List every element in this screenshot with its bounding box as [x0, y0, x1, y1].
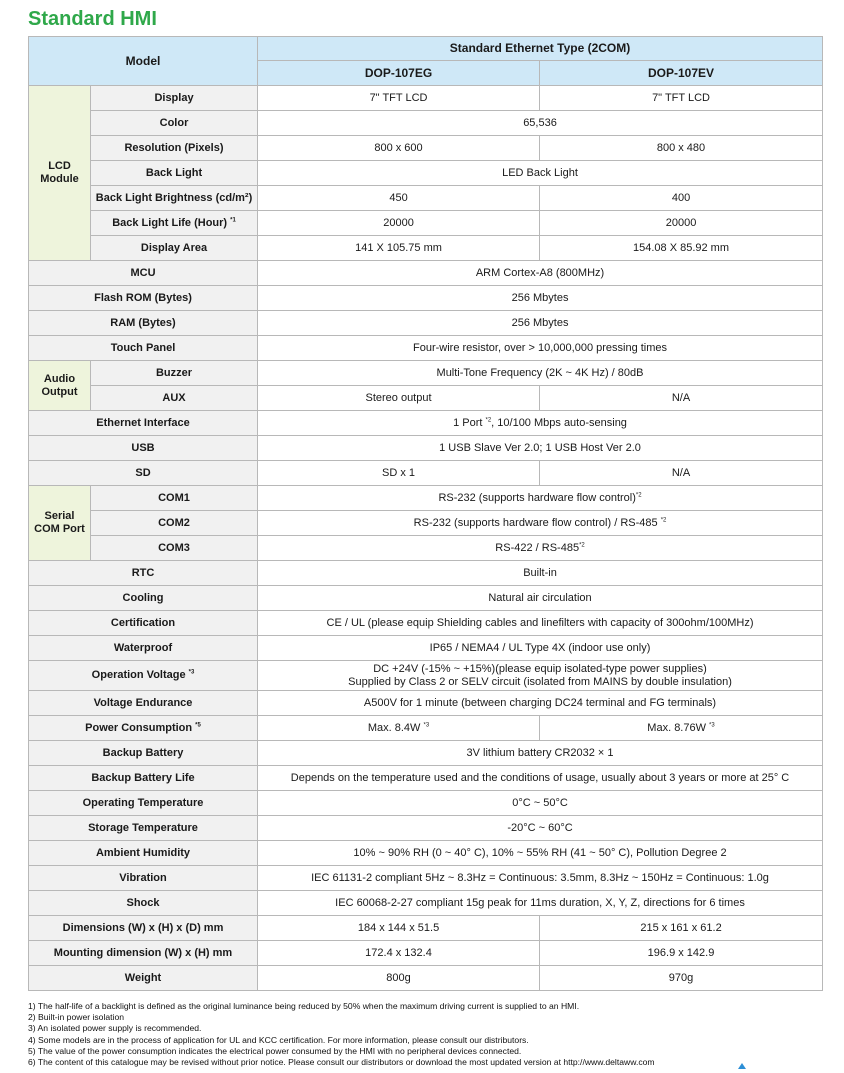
value-b: 20000	[540, 211, 823, 236]
value-shared: 3V lithium battery CR2032 × 1	[258, 741, 823, 766]
value-text: Max. 8.76W	[647, 721, 706, 734]
row-label: Ambient Humidity	[29, 841, 258, 866]
value-shared: Four-wire resistor, over > 10,000,000 pressing times	[258, 336, 823, 361]
row-label: Cooling	[29, 586, 258, 611]
footnote-ref: *2	[635, 491, 642, 498]
footnote: 1) The half-life of a backlight is defined as the original luminance being reduced by 50% when the maximum driving current is supplied to an HMI.	[28, 1001, 580, 1011]
value-b	[540, 716, 823, 741]
row-label: RAM (Bytes)	[29, 311, 258, 336]
value-b: 970g	[540, 966, 823, 991]
row-label: Weight	[29, 966, 258, 991]
value-a	[258, 716, 540, 741]
row-label: Color	[91, 111, 258, 136]
value-b: 196.9 x 142.9	[540, 941, 823, 966]
table-row	[29, 536, 823, 561]
label-text: Operation Voltage	[91, 669, 186, 681]
value-a: 7" TFT LCD	[258, 86, 540, 111]
table-row	[29, 136, 823, 161]
value-shared: Multi-Tone Frequency (2K ~ 4K Hz) / 80dB	[258, 361, 823, 386]
row-label: Voltage Endurance	[29, 691, 258, 716]
table-row	[29, 611, 823, 636]
table-row	[29, 161, 823, 186]
row-label: Backup Battery Life	[29, 766, 258, 791]
value-b: 7" TFT LCD	[540, 86, 823, 111]
footnote: 4) Some models are in the process of application for UL and KCC certification. For more information, please consult our distributors.	[28, 1034, 529, 1045]
row-label: USB	[29, 436, 258, 461]
value-a: 184 x 144 x 51.5	[258, 916, 540, 941]
value-shared: Depends on the temperature used and the conditions of usage, usually about 3 years or more at 25° C	[258, 766, 823, 791]
footnote-ref: *3	[188, 669, 195, 676]
table-row	[29, 966, 823, 991]
table-row	[29, 766, 823, 791]
value-a: 450	[258, 186, 540, 211]
row-label: Vibration	[29, 866, 258, 891]
value-a: 141 X 105.75 mm	[258, 236, 540, 261]
value-shared: CE / UL (please equip Shielding cables and linefilters with capacity of 300ohm/100MHz)	[258, 611, 823, 636]
table-row	[29, 716, 823, 741]
row-label: Waterproof	[29, 636, 258, 661]
row-label	[91, 211, 258, 236]
table-row	[29, 261, 823, 286]
value-text: 1 Port	[453, 416, 483, 429]
row-label: RTC	[29, 561, 258, 586]
table-row	[29, 361, 823, 386]
footnote-ref: *2	[485, 416, 492, 423]
table-row	[29, 111, 823, 136]
table-row	[29, 841, 823, 866]
value-shared	[258, 411, 823, 436]
row-label: Storage Temperature	[29, 816, 258, 841]
value-shared: 1 USB Slave Ver 2.0; 1 USB Host Ver 2.0	[258, 436, 823, 461]
table-row	[29, 411, 823, 436]
value-text: Max. 8.4W	[367, 721, 421, 734]
footnote-ref: *2	[579, 541, 585, 548]
value-shared: A500V for 1 minute (between charging DC24 terminal and FG terminals)	[258, 691, 823, 716]
value-shared: 0°C ~ 50°C	[258, 791, 823, 816]
footnote: 5) The value of the power consumption indicates the electrical power consumed by the HMI with no peripheral devices connected.	[28, 1045, 522, 1056]
value-shared: LED Back Light	[258, 161, 823, 186]
row-label: Ethernet Interface	[29, 411, 258, 436]
value-shared: Natural air circulation	[258, 586, 823, 611]
value-line: DC +24V (-15% ~ +15%)(please equip isolated-type power supplies)	[373, 662, 707, 675]
value-a: SD x 1	[258, 461, 540, 486]
row-label: COM1	[91, 486, 258, 511]
value-shared: -20°C ~ 60°C	[258, 816, 823, 841]
row-label: Buzzer	[91, 361, 258, 386]
value-shared: 256 Mbytes	[258, 311, 823, 336]
footnote-ref: *2	[660, 516, 667, 523]
table-row	[29, 186, 823, 211]
row-label: Operating Temperature	[29, 791, 258, 816]
row-label: Mounting dimension (W) x (H) mm	[29, 941, 258, 966]
value-text: RS-232 (supports hardware flow control)	[438, 491, 636, 504]
footnotes	[28, 1001, 828, 1068]
header-row	[29, 37, 823, 61]
row-label: Touch Panel	[29, 336, 258, 361]
value-a: 20000	[258, 211, 540, 236]
footnote-ref: *5	[195, 721, 201, 728]
group-lcd-module: LCD Module	[29, 86, 91, 261]
table-row	[29, 561, 823, 586]
value-shared	[258, 511, 823, 536]
up-arrow-icon[interactable]	[738, 1063, 746, 1069]
table-row	[29, 891, 823, 916]
row-label: COM2	[91, 511, 258, 536]
value-shared: IEC 61131-2 compliant 5Hz ~ 8.3Hz = Continuous: 3.5mm, 8.3Hz ~ 150Hz = Continuous: 1.0g	[258, 866, 823, 891]
value-text: RS-422 / RS-485	[495, 541, 580, 554]
table-row	[29, 311, 823, 336]
group-audio-output: Audio Output	[29, 361, 91, 411]
table-row	[29, 741, 823, 766]
row-label: Flash ROM (Bytes)	[29, 286, 258, 311]
row-label: Back Light	[91, 161, 258, 186]
group-serial-com-port: Serial COM Port	[29, 486, 91, 561]
value-b: 215 x 161 x 61.2	[540, 916, 823, 941]
table-row	[29, 236, 823, 261]
model-header: Model	[29, 37, 258, 86]
footnote-ref: *3	[709, 721, 715, 728]
value-shared: 65,536	[258, 111, 823, 136]
table-row	[29, 816, 823, 841]
table-row	[29, 691, 823, 716]
value-shared: 256 Mbytes	[258, 286, 823, 311]
value-shared	[258, 661, 823, 691]
row-label: Dimensions (W) x (H) x (D) mm	[29, 916, 258, 941]
table-row	[29, 286, 823, 311]
table-row	[29, 336, 823, 361]
footnote-ref: *1	[230, 216, 236, 223]
value-shared: ARM Cortex-A8 (800MHz)	[258, 261, 823, 286]
table-row	[29, 586, 823, 611]
row-label	[29, 661, 258, 691]
table-row	[29, 486, 823, 511]
value-b: N/A	[540, 386, 823, 411]
row-label: Display Area	[91, 236, 258, 261]
table-row	[29, 866, 823, 891]
value-shared: IP65 / NEMA4 / UL Type 4X (indoor use only)	[258, 636, 823, 661]
row-label: Shock	[29, 891, 258, 916]
table-row	[29, 916, 823, 941]
value-text: RS-232 (supports hardware flow control) / RS-485	[413, 516, 658, 529]
row-label: Resolution (Pixels)	[91, 136, 258, 161]
row-label: SD	[29, 461, 258, 486]
value-shared	[258, 486, 823, 511]
table-row	[29, 661, 823, 691]
row-label: MCU	[29, 261, 258, 286]
row-label: Certification	[29, 611, 258, 636]
footnote: 6) The content of this catalogue may be revised without prior notice. Please consult our distributors or download the most updated version at http://www.deltaww.com	[28, 1057, 655, 1068]
value-b: 154.08 X 85.92 mm	[540, 236, 823, 261]
footnote: 3) An isolated power supply is recommended.	[28, 1023, 202, 1034]
row-label: Back Light Brightness (cd/m²)	[91, 186, 258, 211]
table-row	[29, 386, 823, 411]
table-row	[29, 636, 823, 661]
type-header: Standard Ethernet Type (2COM)	[258, 37, 823, 61]
page-title: Standard HMI	[28, 8, 157, 30]
value-shared	[258, 536, 823, 561]
model-b-header: DOP-107EV	[540, 61, 823, 86]
value-b: 800 x 480	[540, 136, 823, 161]
value-line: Supplied by Class 2 or SELV circuit (isolated from MAINS by double insulation)	[348, 675, 732, 688]
table-row	[29, 211, 823, 236]
label-text: Back Light Life (Hour)	[112, 216, 228, 229]
table-row	[29, 436, 823, 461]
footnote-ref: *3	[423, 721, 430, 728]
table-row	[29, 941, 823, 966]
value-shared: Built-in	[258, 561, 823, 586]
spec-table	[28, 36, 823, 991]
value-shared: IEC 60068-2-27 compliant 15g peak for 11ms duration, X, Y, Z, directions for 6 times	[258, 891, 823, 916]
value-a: 800g	[258, 966, 540, 991]
row-label: Backup Battery	[29, 741, 258, 766]
value-b: N/A	[540, 461, 823, 486]
label-text: Power Consumption	[85, 721, 193, 734]
value-a: 800 x 600	[258, 136, 540, 161]
value-text: , 10/100 Mbps auto-sensing	[491, 416, 627, 429]
table-row	[29, 791, 823, 816]
row-label	[29, 716, 258, 741]
value-b: 400	[540, 186, 823, 211]
table-row	[29, 461, 823, 486]
value-a: Stereo output	[258, 386, 540, 411]
table-row	[29, 511, 823, 536]
value-a: 172.4 x 132.4	[258, 941, 540, 966]
model-a-header: DOP-107EG	[258, 61, 540, 86]
row-label: COM3	[91, 536, 258, 561]
table-row	[29, 86, 823, 111]
footnote: 2) Built-in power isolation	[28, 1012, 125, 1023]
row-label: AUX	[91, 386, 258, 411]
row-label: Display	[91, 86, 258, 111]
value-shared: 10% ~ 90% RH (0 ~ 40° C), 10% ~ 55% RH (41 ~ 50° C), Pollution Degree 2	[258, 841, 823, 866]
